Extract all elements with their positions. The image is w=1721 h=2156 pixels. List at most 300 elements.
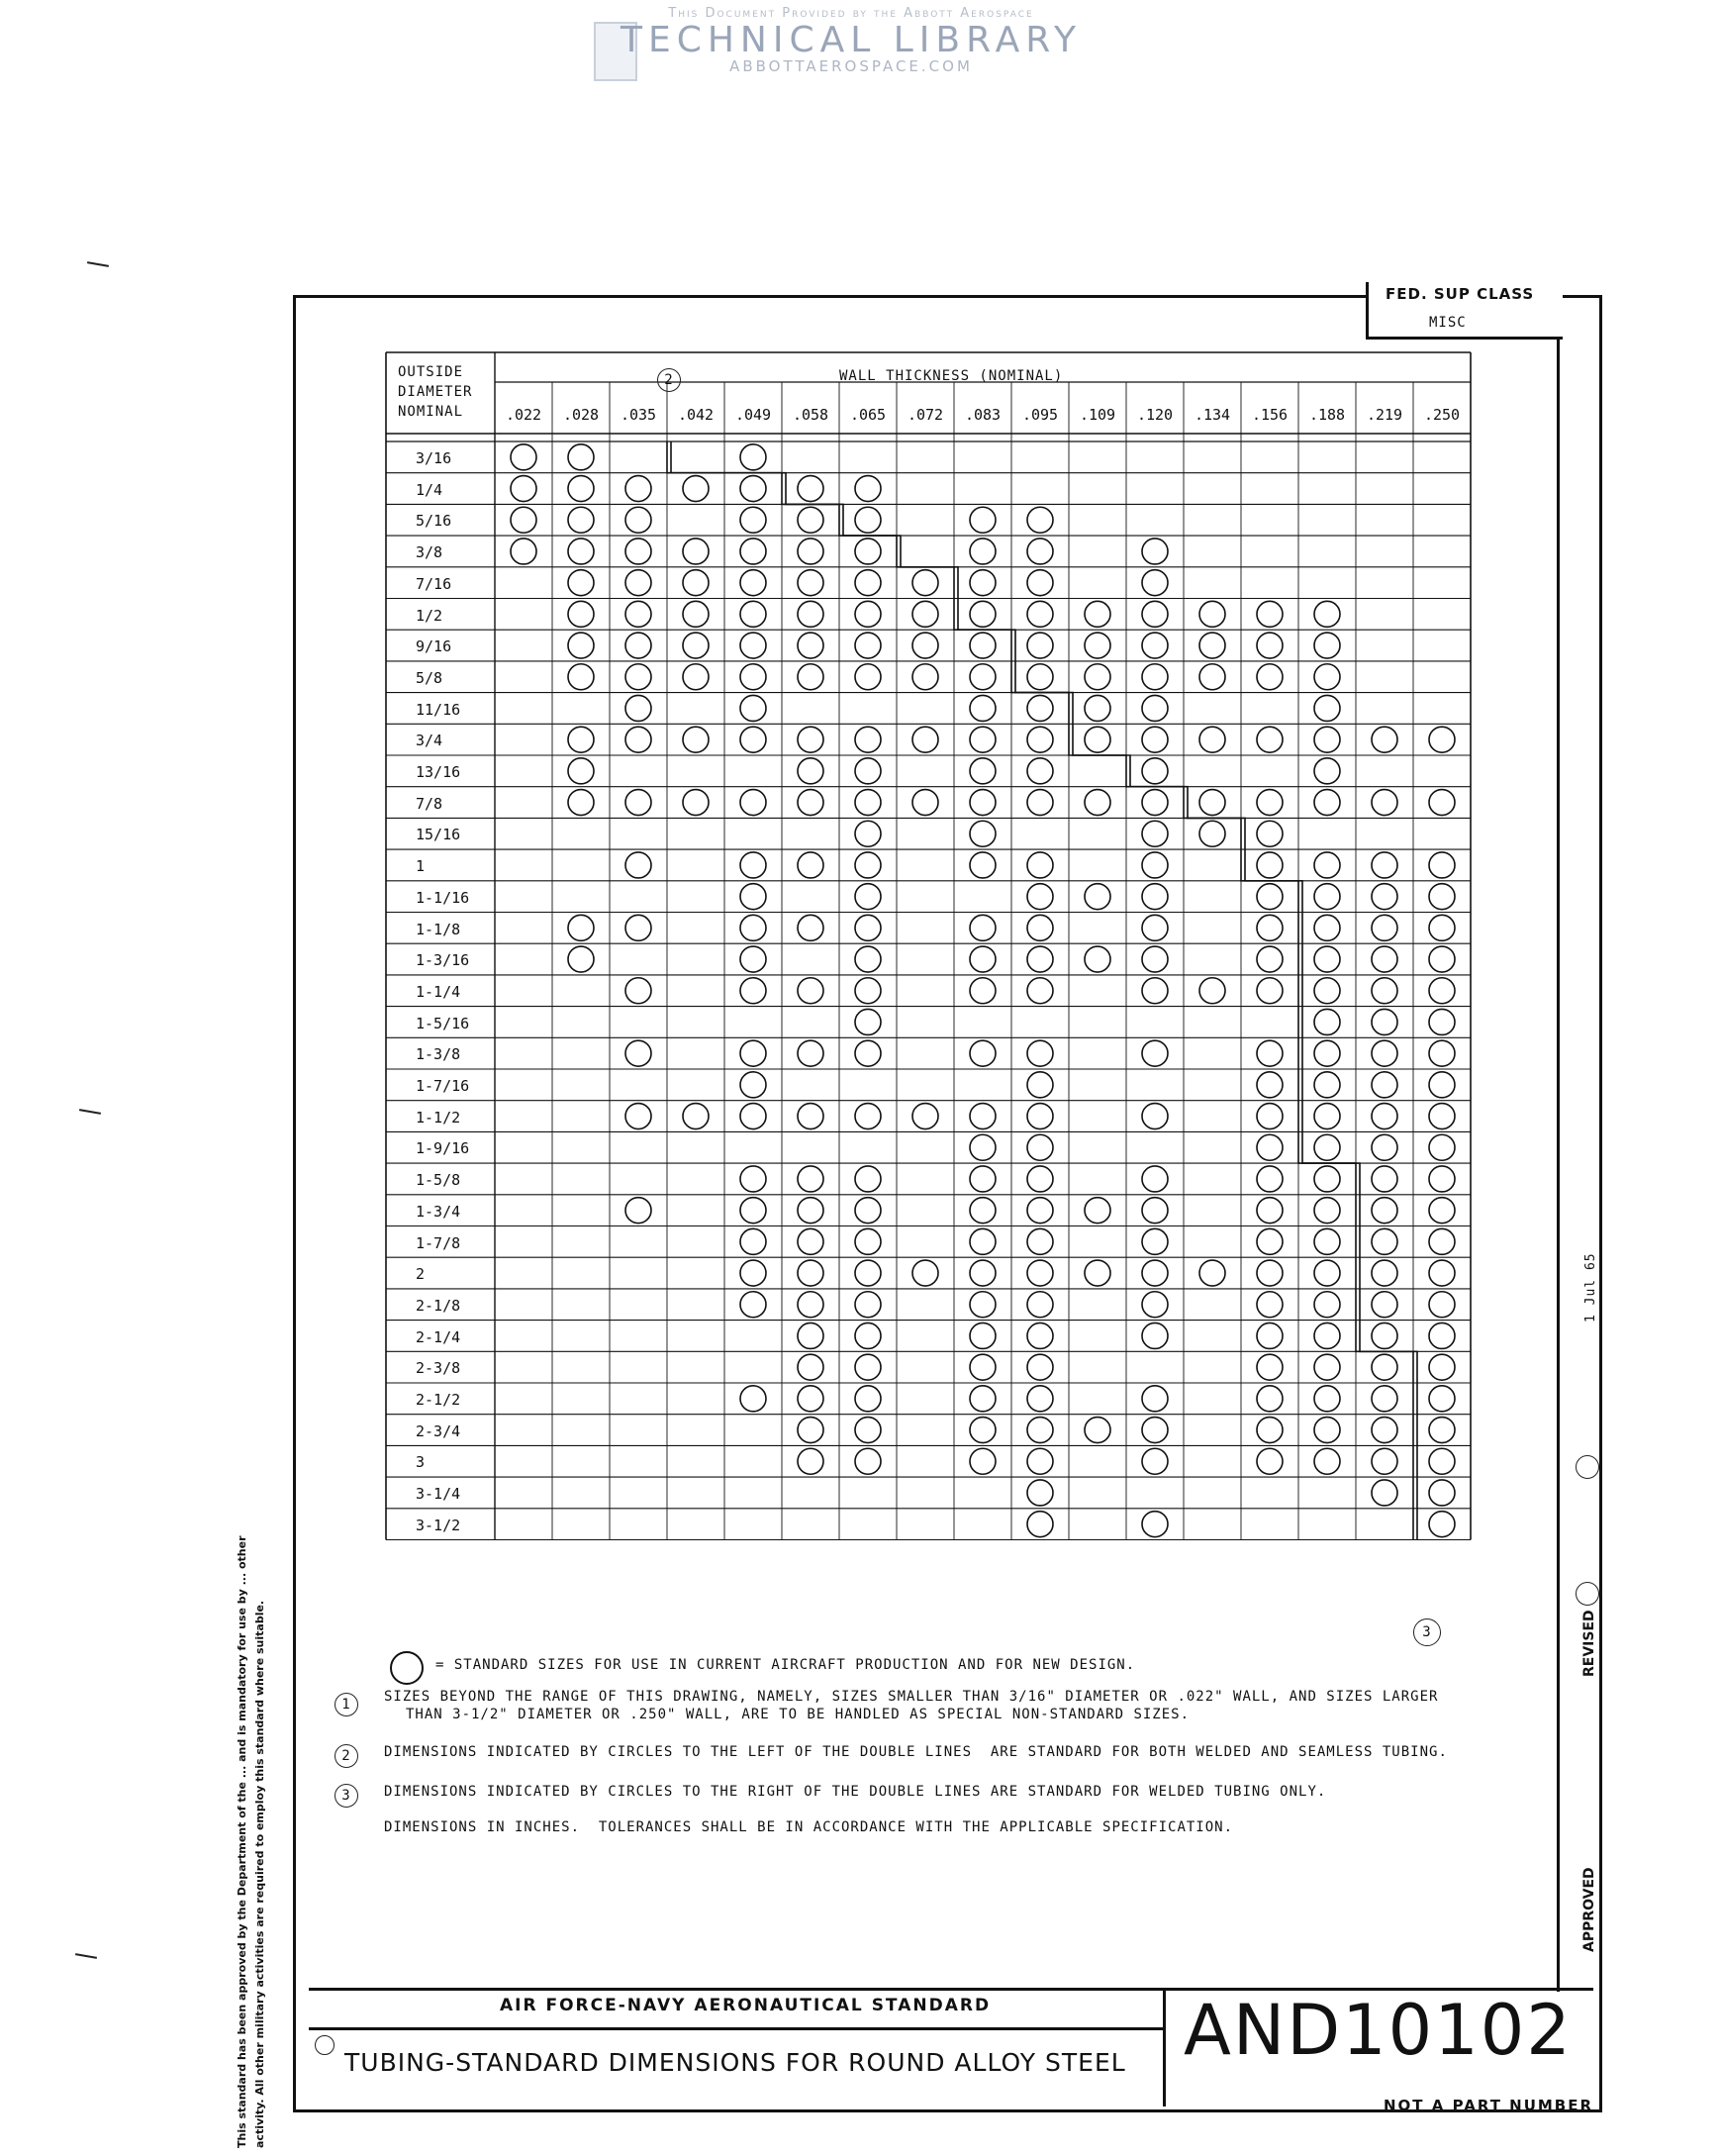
standard-size-circle [1027, 1480, 1053, 1506]
standard-size-circle [1372, 1072, 1397, 1098]
standard-size-circle [970, 758, 996, 784]
standard-size-circle [1142, 1323, 1168, 1348]
standard-size-circle [1372, 1323, 1397, 1348]
standard-size-circle [1027, 727, 1053, 752]
standard-size-circle [798, 1040, 823, 1066]
standard-size-circle [1429, 1480, 1455, 1506]
standard-size-circle [970, 1448, 996, 1474]
standard-size-circle [855, 1104, 881, 1129]
standard-size-circle [568, 758, 594, 784]
standard-size-circle [1257, 1260, 1283, 1286]
diameter-label: 1-7/16 [416, 1077, 470, 1095]
standard-size-circle [1372, 1480, 1397, 1506]
standard-size-circle [1199, 821, 1225, 846]
standard-size-circle [1199, 633, 1225, 658]
standard-size-circle [1372, 1354, 1397, 1380]
diameter-label: 7/8 [416, 794, 443, 813]
standard-size-circle [798, 978, 823, 1004]
standard-size-circle [1027, 1260, 1053, 1286]
standard-size-circle [1429, 1228, 1455, 1254]
standard-size-circle [912, 1104, 938, 1129]
standard-size-circle [1027, 790, 1053, 816]
standard-size-circle [740, 444, 766, 470]
standard-size-circle [855, 821, 881, 846]
standard-size-circle [1142, 758, 1168, 784]
standard-size-circle [1199, 1260, 1225, 1286]
standard-size-circle [1085, 633, 1110, 658]
standard-size-circle [740, 1386, 766, 1412]
standard-size-circle [568, 570, 594, 596]
standard-size-circle [568, 507, 594, 533]
standard-size-circle [1429, 1260, 1455, 1286]
standard-size-circle [970, 1134, 996, 1160]
standard-size-circle [740, 1260, 766, 1286]
standard-size-circle [568, 444, 594, 470]
standard-size-circle [1027, 1354, 1053, 1380]
standard-size-circle [740, 790, 766, 816]
standard-size-circle [1085, 695, 1110, 721]
standard-size-circle [1429, 1323, 1455, 1348]
standard-size-circle [740, 978, 766, 1004]
standard-size-circle [1429, 978, 1455, 1004]
diameter-label: 3 [416, 1453, 426, 1472]
standard-size-circle [1257, 1418, 1283, 1443]
standard-size-circle [740, 570, 766, 596]
standard-size-circle [1314, 1228, 1340, 1254]
revision-circle-icon [315, 2035, 335, 2055]
standard-size-circle [798, 1260, 823, 1286]
standard-size-circle [1314, 1198, 1340, 1224]
standard-size-circle [798, 1166, 823, 1192]
diameter-label: 2 [416, 1265, 426, 1284]
standard-size-circle [970, 1228, 996, 1254]
standard-size-circle [1085, 884, 1110, 910]
standard-size-circle [740, 1228, 766, 1254]
standard-size-circle [683, 664, 709, 690]
standard-size-circle [1429, 1292, 1455, 1318]
standard-size-circle [1142, 852, 1168, 878]
standard-size-circle [1372, 884, 1397, 910]
standard-size-circle [1257, 1386, 1283, 1412]
bottom-note-mark: 3 [1413, 1618, 1441, 1646]
standard-size-circle [970, 1418, 996, 1443]
standard-size-circle [1372, 790, 1397, 816]
standard-size-circle [1372, 727, 1397, 752]
standard-size-circle [740, 946, 766, 972]
standard-size-circle [970, 1166, 996, 1192]
od-header-3: NOMINAL [398, 404, 464, 420]
standard-size-circle [798, 852, 823, 878]
standard-size-circle [855, 1228, 881, 1254]
standard-size-circle [1027, 1166, 1053, 1192]
standard-size-circle [912, 601, 938, 627]
standard-size-circle [1142, 664, 1168, 690]
standard-size-circle [1027, 1040, 1053, 1066]
standard-size-circle [1085, 946, 1110, 972]
standard-size-circle [1429, 1512, 1455, 1537]
standard-size-circle [1257, 601, 1283, 627]
standard-size-circle [1199, 978, 1225, 1004]
note1-line-a: SIZES BEYOND THE RANGE OF THIS DRAWING, NAMELY, SIZES SMALLER THAN 3/16" DIAMETER OR .022" WALL, AND SIZES LARGER [384, 1689, 1439, 1705]
standard-size-circle [970, 978, 996, 1004]
diameter-label: 1-1/4 [416, 982, 461, 1001]
standard-size-circle [855, 727, 881, 752]
wall-thickness-label: .120 [1136, 406, 1174, 424]
standard-size-circle [625, 633, 651, 658]
standard-size-circle [683, 539, 709, 564]
diameter-label: 3/16 [416, 449, 452, 467]
standard-size-circle [970, 821, 996, 846]
standard-size-circle [1429, 1072, 1455, 1098]
standard-size-circle [1027, 507, 1053, 533]
standard-size-circle [625, 539, 651, 564]
standard-size-circle [568, 633, 594, 658]
standard-size-circle [855, 1354, 881, 1380]
legend-circle-icon [390, 1651, 424, 1685]
standard-size-circle [1142, 727, 1168, 752]
standard-size-circle [1142, 884, 1168, 910]
standard-size-circle [1372, 852, 1397, 878]
standard-size-circle [1429, 1386, 1455, 1412]
approval-note: This standard has been approved by the Department of the ... and is mandatory for use by ... other activity. All other military activities are required to employ this standard where suitable. [236, 1535, 266, 2148]
standard-size-circle [740, 476, 766, 502]
standard-size-circle [1142, 695, 1168, 721]
standard-size-circle [1027, 601, 1053, 627]
standard-size-circle [855, 1292, 881, 1318]
standard-size-circle [1429, 1134, 1455, 1160]
standard-size-circle [1142, 1198, 1168, 1224]
wall-thickness-label: .042 [677, 406, 715, 424]
diameter-label: 1-5/16 [416, 1014, 470, 1032]
standard-size-circle [1142, 1292, 1168, 1318]
standard-size-circle [683, 633, 709, 658]
wall-thickness-label: .058 [792, 406, 829, 424]
standard-size-circle [855, 790, 881, 816]
standard-size-circle [740, 507, 766, 533]
standard-size-circle [1314, 664, 1340, 690]
standard-size-circle [1314, 727, 1340, 752]
header-note-mark: 2 [657, 368, 681, 392]
wall-thickness-label: .083 [964, 406, 1002, 424]
standard-size-circle [1027, 1228, 1053, 1254]
standard-size-circle [970, 946, 996, 972]
standard-size-circle [1257, 1228, 1283, 1254]
standard-size-circle [1257, 1134, 1283, 1160]
standard-size-circle [798, 758, 823, 784]
standard-size-circle [1372, 1292, 1397, 1318]
standard-size-circle [625, 601, 651, 627]
standard-size-circle [1429, 1198, 1455, 1224]
source-line-1: This Document Provided by the Abbott Aerospace [668, 6, 1034, 21]
standard-size-circle [740, 1292, 766, 1318]
standard-size-circle [683, 727, 709, 752]
standard-size-circle [625, 978, 651, 1004]
standard-size-circle [683, 601, 709, 627]
standard-size-circle [1372, 1134, 1397, 1160]
standard-size-circle [970, 1354, 996, 1380]
standard-size-circle [1027, 695, 1053, 721]
standard-size-circle [625, 1040, 651, 1066]
standard-size-circle [568, 601, 594, 627]
standard-size-circle [1372, 1418, 1397, 1443]
wall-thickness-label: .219 [1366, 406, 1403, 424]
wall-thickness-label: .250 [1423, 406, 1461, 424]
standard-size-circle [1027, 1323, 1053, 1348]
standard-size-circle [970, 539, 996, 564]
standard-size-circle [1314, 758, 1340, 784]
revision-stamp-circle [1576, 1455, 1599, 1479]
diameter-label: 1-3/4 [416, 1202, 461, 1221]
standard-size-circle [855, 852, 881, 878]
standard-size-circle [1142, 978, 1168, 1004]
standard-size-circle [855, 1009, 881, 1034]
standard-size-circle [1372, 1040, 1397, 1066]
standard-size-circle [740, 1198, 766, 1224]
standard-size-circle [1142, 1260, 1168, 1286]
standard-size-circle [625, 507, 651, 533]
standard-size-circle [1314, 1418, 1340, 1443]
diameter-label: 15/16 [416, 826, 461, 844]
diameter-label: 5/8 [416, 668, 443, 687]
note4-text: DIMENSIONS IN INCHES. TOLERANCES SHALL BE IN ACCORDANCE WITH THE APPLICABLE SPECIFICATION. [384, 1819, 1234, 1835]
standard-size-circle [740, 727, 766, 752]
standard-size-circle [855, 507, 881, 533]
source-line-3: ABBOTTAEROSPACE.COM [729, 57, 973, 75]
standard-size-circle [1372, 1009, 1397, 1034]
standard-size-circle [1314, 1260, 1340, 1286]
standard-size-circle [855, 1323, 881, 1348]
standard-size-circle [1372, 1228, 1397, 1254]
standard-size-circle [1085, 601, 1110, 627]
diameter-label: 1-3/16 [416, 951, 470, 970]
standard-size-circle [1027, 539, 1053, 564]
standard-size-circle [798, 1418, 823, 1443]
standard-size-circle [798, 915, 823, 940]
standard-size-circle [511, 507, 536, 533]
standard-size-circle [855, 884, 881, 910]
standard-size-circle [740, 664, 766, 690]
double-line-boundary [671, 441, 1417, 1540]
standard-size-circle [970, 1292, 996, 1318]
source-line-2: TECHNICAL LIBRARY [620, 20, 1082, 60]
standard-size-circle [740, 539, 766, 564]
standard-size-circle [1314, 1104, 1340, 1129]
standard-size-circle [1257, 727, 1283, 752]
standard-size-circle [1027, 1134, 1053, 1160]
note1-line-b: THAN 3-1/2" DIAMETER OR .250" WALL, ARE TO BE HANDLED AS SPECIAL NON-STANDARD SIZES. [406, 1707, 1191, 1722]
standard-size-circle [798, 1448, 823, 1474]
standard-size-circle [683, 790, 709, 816]
wall-thickness-label: .022 [505, 406, 542, 424]
standard-size-circle [1257, 664, 1283, 690]
standard-size-circle [912, 633, 938, 658]
standard-size-circle [1314, 852, 1340, 878]
standard-size-circle [1027, 852, 1053, 878]
standard-size-circle [625, 727, 651, 752]
standard-size-circle [1314, 1292, 1340, 1318]
diameter-label: 3-1/2 [416, 1516, 461, 1534]
standard-size-circle [1142, 1448, 1168, 1474]
standard-size-circle [1314, 1009, 1340, 1034]
standard-size-circle [1085, 1260, 1110, 1286]
standard-size-circle [1142, 601, 1168, 627]
standard-size-circle [1429, 946, 1455, 972]
standard-size-circle [1199, 664, 1225, 690]
standard-size-circle [1257, 1040, 1283, 1066]
standard-size-circle [798, 1323, 823, 1348]
wall-thickness-label: .035 [620, 406, 657, 424]
standard-size-circle [1085, 790, 1110, 816]
standard-size-circle [625, 570, 651, 596]
standard-size-circle [1142, 1386, 1168, 1412]
standard-size-circle [511, 539, 536, 564]
standard-size-circle [798, 1386, 823, 1412]
diameter-label: 1/4 [416, 480, 443, 499]
diameter-label: 2-1/2 [416, 1391, 461, 1409]
title-block-divider-v [1163, 1988, 1166, 2107]
standard-size-circle [1257, 946, 1283, 972]
standard-size-circle [970, 727, 996, 752]
standard-size-circle [625, 476, 651, 502]
standard-size-circle [625, 1198, 651, 1224]
document-title: TUBING-STANDARD DIMENSIONS FOR ROUND ALLOY STEEL [344, 2048, 1126, 2077]
standard-size-circle [1085, 1198, 1110, 1224]
standard-size-circle [798, 790, 823, 816]
diameter-label: 1-1/8 [416, 920, 461, 938]
standard-size-circle [970, 915, 996, 940]
standard-size-circle [740, 1166, 766, 1192]
standard-size-circle [855, 1198, 881, 1224]
diameter-label: 1-9/16 [416, 1139, 470, 1158]
revision-stamp-circle [1576, 1582, 1599, 1606]
wall-thickness-label: .065 [849, 406, 887, 424]
standard-size-circle [1142, 946, 1168, 972]
standard-size-circle [1257, 790, 1283, 816]
diameter-label: 2-3/4 [416, 1421, 461, 1440]
standard-size-circle [855, 946, 881, 972]
standard-size-circle [1314, 1354, 1340, 1380]
standard-size-circle [740, 1104, 766, 1129]
standard-size-circle [798, 1228, 823, 1254]
standard-size-circle [970, 790, 996, 816]
standard-size-circle [1199, 727, 1225, 752]
legend-text: = STANDARD SIZES FOR USE IN CURRENT AIRCRAFT PRODUCTION AND FOR NEW DESIGN. [435, 1657, 1136, 1673]
standard-size-circle [1429, 1009, 1455, 1034]
standard-size-circle [568, 539, 594, 564]
standard-size-circle [1429, 1354, 1455, 1380]
wall-thickness-label: .188 [1308, 406, 1346, 424]
standard-size-circle [1314, 946, 1340, 972]
standard-size-circle [1257, 633, 1283, 658]
standard-size-circle [1142, 1512, 1168, 1537]
standard-size-circle [970, 664, 996, 690]
standard-size-circle [625, 852, 651, 878]
standard-size-circle [511, 444, 536, 470]
margin-tick [75, 1953, 97, 1959]
standard-size-circle [970, 695, 996, 721]
revised-label: REVISED [1581, 1610, 1597, 1677]
standard-size-circle [568, 790, 594, 816]
standard-size-circle [1027, 570, 1053, 596]
diameter-label: 2-1/8 [416, 1296, 461, 1315]
standard-size-circle [798, 601, 823, 627]
standard-size-circle [740, 1072, 766, 1098]
standard-size-circle [798, 633, 823, 658]
wall-thickness-label: .049 [734, 406, 772, 424]
standard-size-circle [1314, 1040, 1340, 1066]
standard-size-circle [1027, 1448, 1053, 1474]
standard-size-circle [1027, 1418, 1053, 1443]
standard-size-circle [1142, 570, 1168, 596]
standard-size-circle [1027, 1198, 1053, 1224]
double-line-boundary [667, 441, 1413, 1540]
standard-size-circle [855, 978, 881, 1004]
standard-size-circle [855, 1260, 881, 1286]
diameter-label: 3-1/4 [416, 1485, 461, 1504]
standard-size-circle [1429, 727, 1455, 752]
standard-size-circle [970, 570, 996, 596]
standard-size-circle [912, 1260, 938, 1286]
standard-size-circle [1257, 1104, 1283, 1129]
fed-sup-label: FED. SUP CLASS [1386, 285, 1535, 303]
standard-size-circle [855, 664, 881, 690]
standard-size-circle [1372, 978, 1397, 1004]
standard-size-circle [970, 852, 996, 878]
standard-size-circle [1085, 727, 1110, 752]
standard-size-circle [1314, 978, 1340, 1004]
diameter-label: 1-1/2 [416, 1108, 461, 1127]
standard-size-circle [1257, 1072, 1283, 1098]
standard-size-circle [912, 664, 938, 690]
standard-size-circle [1372, 1166, 1397, 1192]
standard-size-circle [1314, 695, 1340, 721]
diameter-label: 1-3/8 [416, 1045, 461, 1064]
standard-size-circle [970, 1104, 996, 1129]
standard-size-circle [912, 570, 938, 596]
standard-size-circle [1314, 915, 1340, 940]
standard-size-circle [1027, 1512, 1053, 1537]
standard-size-circle [855, 570, 881, 596]
diameter-label: 5/16 [416, 512, 452, 531]
standard-size-circle [1027, 915, 1053, 940]
standard-size-circle [1429, 1418, 1455, 1443]
standard-size-circle [798, 507, 823, 533]
standard-size-circle [970, 633, 996, 658]
standard-size-circle [798, 539, 823, 564]
note3-text: DIMENSIONS INDICATED BY CIRCLES TO THE RIGHT OF THE DOUBLE LINES ARE STANDARD FOR WELDED TUBING ONLY. [384, 1784, 1327, 1800]
diameter-label: 3/4 [416, 732, 443, 750]
standard-size-circle [855, 1418, 881, 1443]
diameter-label: 1 [416, 857, 426, 876]
standard-size-circle [568, 946, 594, 972]
standard-size-circle [1429, 1166, 1455, 1192]
standard-size-circle [1085, 1418, 1110, 1443]
standard-size-circle [1429, 884, 1455, 910]
standard-size-circle [1257, 852, 1283, 878]
standard-size-circle [1142, 633, 1168, 658]
standard-size-circle [1314, 633, 1340, 658]
wall-thickness-label: .095 [1021, 406, 1059, 424]
diameter-label: 7/16 [416, 574, 452, 593]
standard-size-circle [855, 1166, 881, 1192]
standard-size-circle [1027, 1072, 1053, 1098]
standard-size-circle [1257, 1292, 1283, 1318]
wall-thickness-label: .028 [562, 406, 600, 424]
standard-size-circle [798, 1198, 823, 1224]
standard-size-circle [970, 1260, 996, 1286]
standard-size-circle [1257, 915, 1283, 940]
standard-size-circle [855, 633, 881, 658]
